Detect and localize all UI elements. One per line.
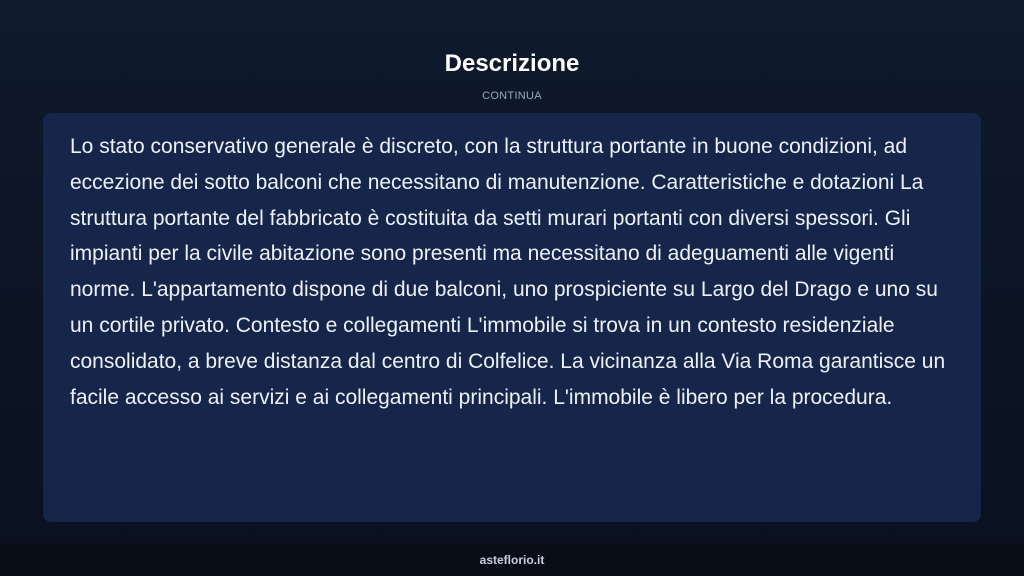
description-card	[43, 113, 981, 522]
page-title: Descrizione	[444, 50, 580, 77]
description-text: Lo stato conservativo generale è discreto, con la struttura portante in buone condizioni, ad eccezione dei sotto balconi che necessitano di manutenzione. Caratteristiche e dotazioni La struttura portante del fabbricato è costituita da setti murari portanti con diversi spessori. Gli impianti per la civile abitazione sono presenti ma necessitano di adeguamenti alle vigenti norme. L'appartamento dispone di due balconi, uno prospiciente su Largo del Drago e uno su un cortile privato. Contesto e collegamenti L'immobile si trova in un contesto residenziale consolidato, a breve distanza dal centro di Colfelice. La vicinanza alla Via Roma garantisce un facile accesso ai servizi e ai collegamenti principali. L'immobile è libero per la procedura.	[70, 135, 946, 409]
page-subtitle: CONTINUA	[482, 90, 542, 102]
footer-brand: asteflorio.it	[479, 553, 545, 567]
footer-bar	[0, 544, 1024, 576]
